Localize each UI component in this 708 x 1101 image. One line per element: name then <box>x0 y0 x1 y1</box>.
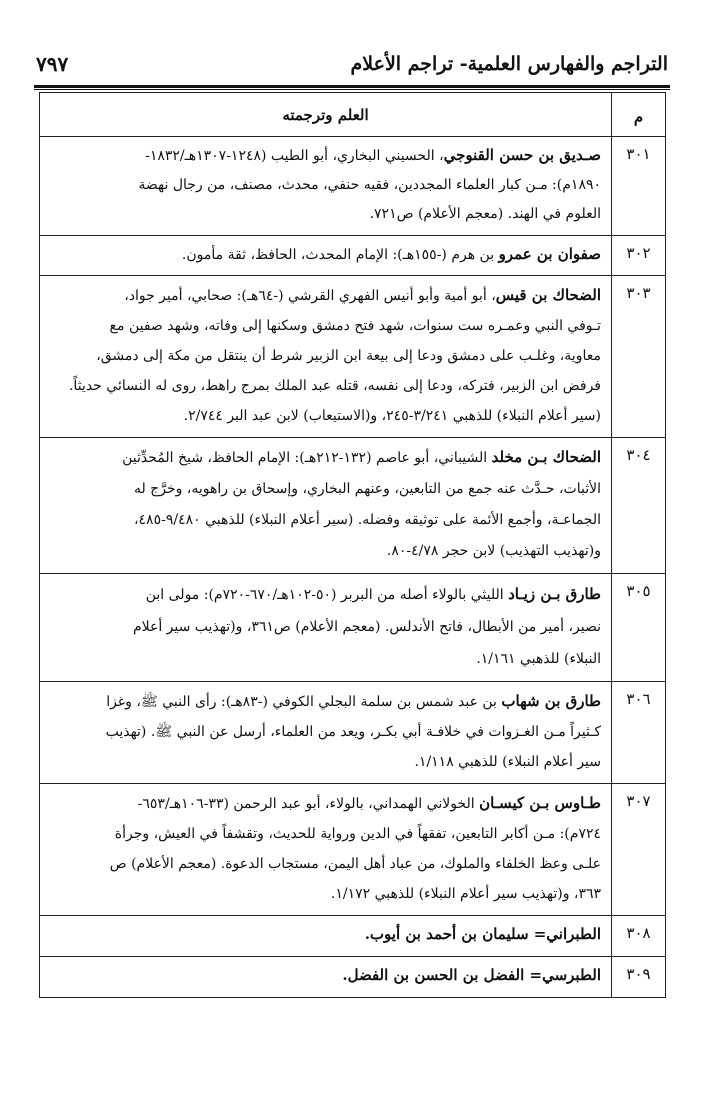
entry-line: الضحاك بن قيس، أبو أمية وأبو أنيس الفهري القرشي (-٦٤هـ): صحابي، أمير جواد، <box>124 286 601 304</box>
table-row <box>40 682 666 784</box>
entry-text <box>40 916 612 957</box>
entry-name: طارق بن شهاب <box>501 692 601 710</box>
page-number: ٧٩٧ <box>36 52 69 76</box>
entry-number: ٣٠٢ <box>612 236 666 276</box>
entry-name: طارق بـن زيـاد <box>508 585 601 603</box>
entry-name: الضحاك بن قيس <box>495 286 601 304</box>
entry-text <box>40 137 612 236</box>
entry-line <box>50 961 601 991</box>
entry-line: طـاوس بـن كيسـان الخولاني الهمداني، بالولاء، أبو عبد الرحمن (٣٣-١٠٦هـ/٦٥٣- <box>137 794 601 812</box>
header-cell-entry: العلم وترجمته <box>40 93 612 137</box>
entry-text <box>40 682 612 784</box>
entry-line: نصير، أمير من الأبطال، فاتح الأندلس. (معجم الأعلام) ص٣٦١، و(تهذيب سير أعلام <box>132 619 601 635</box>
entry-line: النبلاء) للذهبي ١/١٦١. <box>476 651 601 667</box>
entry-number: ٣٠٥ <box>612 574 666 682</box>
entry-line: صفوان بن عمرو بن هرم (-١٥٥هـ): الإمام المحدث، الحافظ، ثقة مأمون. <box>181 245 601 263</box>
entry-line: الجماعـة، وأجمع الأئمة على توثيقه وفضله. (سير أعلام النبلاء) للذهبي ٩/٤٨٠-٤٨٥، <box>134 512 601 528</box>
entry-line: ١٨٩٠م): مـن كبار العلماء المجددين، فقيه حنفي، محدث، مصنف، من رجال نهضة <box>138 177 601 193</box>
table-row <box>40 276 666 438</box>
header-rule-thick <box>34 85 670 88</box>
entry-text <box>40 784 612 916</box>
entry-line: سير أعلام النبلاء) للذهبي ١/١١٨. <box>414 754 601 770</box>
entry-line: العلوم في الهند. (معجم الأعلام) ص٧٢١. <box>369 206 601 222</box>
running-title: التراجم والفهارس العلمية- تراجم الأعلام <box>350 53 668 75</box>
entry-line: كـثيراً مـن الغـزوات في خلافـة أبي بكـر، ويعد من العلماء، أرسل عن النبي ﷺ. (تهذيب <box>105 724 601 740</box>
entry-number: ٣٠٦ <box>612 682 666 784</box>
entry-number: ٣٠٩ <box>612 957 666 998</box>
entry-number: ٣٠١ <box>612 137 666 236</box>
entry-line: معاوية، وغلـب على دمشق ودعا إلى بيعة ابن الزبير شرط أن ينتقل من مكة إلى دمشق، <box>96 348 601 364</box>
table-row <box>40 438 666 574</box>
table-header-row <box>40 93 666 137</box>
entry-line: ٧٢٤م): مـن أكابر التابعين، تفقهاً في الدين ورواية للحديث، وتقشفاً في العيش، وجرأة <box>114 826 601 842</box>
entry-line: ٣٦٣، و(تهذيب سير أعلام النبلاء) للذهبي ١/١٧٢. <box>330 886 601 902</box>
entry-text <box>40 574 612 682</box>
entry-line: الأثبات، حـدَّث عنه جمع من التابعين، وعنهم البخاري، وإسحاق بن راهويه، وخرَّج له <box>133 481 601 497</box>
table-row <box>40 784 666 916</box>
entry-line: علـى وعظ الخلفاء والملوك، من عباد أهل اليمن، مستجاب الدعوة. (معجم الأعلام) ص <box>109 856 601 872</box>
table-row <box>40 957 666 998</box>
header-rule-thin <box>34 89 670 90</box>
biographies-table <box>39 92 666 998</box>
table-row <box>40 236 666 276</box>
entry-number: ٣٠٣ <box>612 276 666 438</box>
entry-number: ٣٠٧ <box>612 784 666 916</box>
entry-line: تـوفي النبي وعمـره ست سنوات، شهد فتح دمشق وسكنها إلى وفاته، وشهد صفين مع <box>109 318 601 334</box>
entry-line: (سير أعلام النبلاء) للذهبي ٣/٢٤١-٢٤٥، و(الاستيعاب) لابن عبد البر ٢/٧٤٤. <box>183 408 601 424</box>
entry-text <box>40 276 612 438</box>
entry-line: فرفض ابن الزبير، فتركه، ودعا إلى نفسه، قتله عبد الملك بمرج راهط، روى له النسائي حديثاً. <box>68 378 601 394</box>
entry-text <box>40 438 612 574</box>
entry-line: طارق بن شهاب بن عبد شمس بن سلمة البجلي الكوفي (-٨٣هـ): رأى النبي ﷺ، وغزا <box>106 692 601 710</box>
entry-line: صـديق بن حسن القنوجي، الحسيني البخاري، أبو الطيب (١٢٤٨-١٣٠٧هـ/١٨٣٢- <box>145 146 601 164</box>
header-cell-num: م <box>612 93 666 137</box>
entry-name: الضحاك بـن مخلد <box>491 448 601 466</box>
entry-name: صفوان بن عمرو <box>498 245 601 263</box>
page-header <box>36 44 668 84</box>
entry-line: الضحاك بـن مخلد الشيباني، أبو عاصم (١٣٢-٢١٢هـ): الإمام الحافظ، شيخ المُحدِّثين <box>122 448 601 466</box>
entry-number: ٣٠٨ <box>612 916 666 957</box>
table-row <box>40 137 666 236</box>
entry-text <box>40 957 612 998</box>
table-row <box>40 916 666 957</box>
entry-name: الطبرسي= الفضل بن الحسن بن الفضل. <box>342 966 601 984</box>
entry-line <box>50 920 601 950</box>
entry-name: الطبراني= سليمان بن أحمد بن أيوب. <box>364 925 601 943</box>
table-row <box>40 574 666 682</box>
entry-line: طارق بـن زيـاد الليثي بالولاء أصله من البربر (٥٠-١٠٢هـ/٦٧٠-٧٢٠م): مولى ابن <box>145 585 601 603</box>
entry-number: ٣٠٤ <box>612 438 666 574</box>
entry-text <box>40 236 612 276</box>
entry-line: و(تهذيب التهذيب) لابن حجر ٤/٧٨-٨٠. <box>386 543 601 559</box>
entry-name: طـاوس بـن كيسـان <box>479 794 601 812</box>
entry-name: صـديق بن حسن القنوجي <box>443 146 601 164</box>
